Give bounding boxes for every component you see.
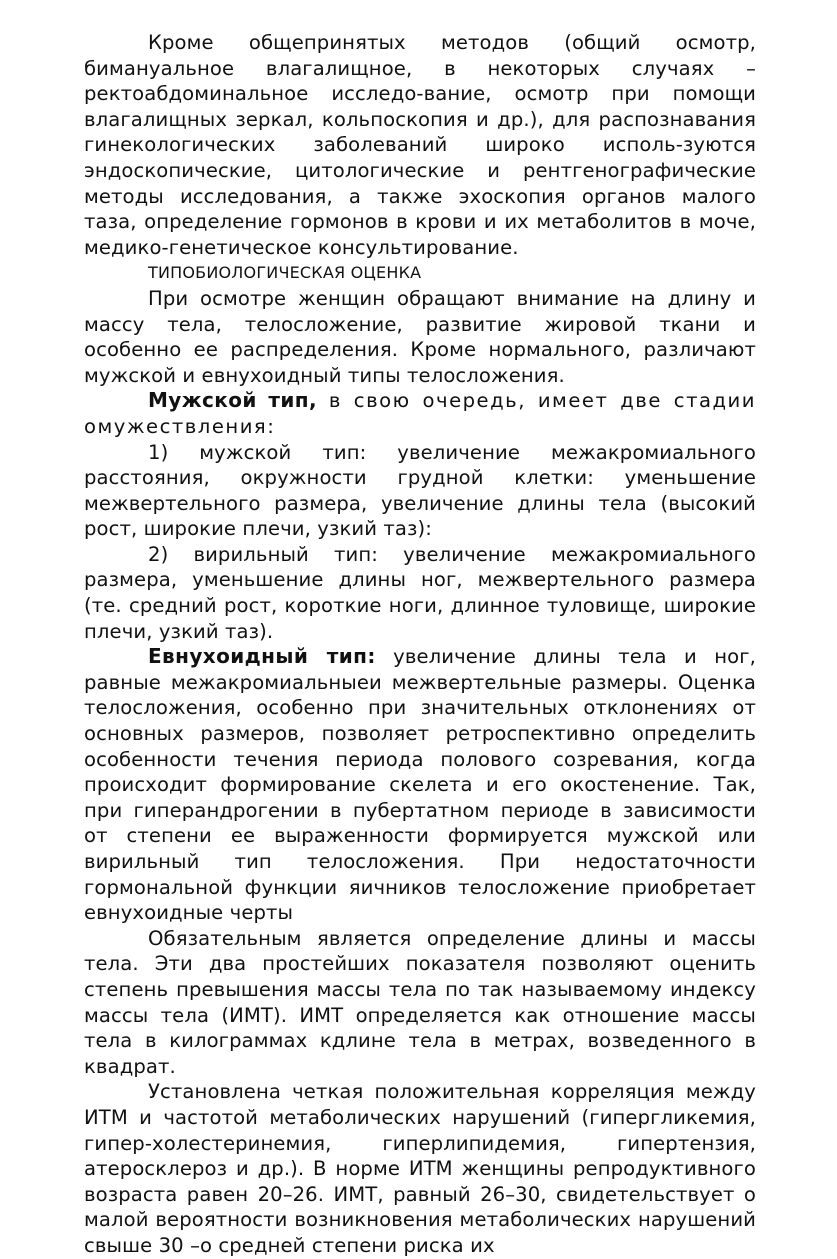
paragraph-methods: Кроме общепринятых методов (общий осмотр, бимануальное влагалищное, в некоторых случаях –ректоабдоминальное исследо-вание, осмотр при помощи влагалищных зеркал, кольпоскопия и др.), для распознавания гинекологических заболеваний широко исполь-зуются эндоскопические, цитологические и рентгенографические методы исследования, а также эхоскопия органов малого таза, определение гормонов в крови и их метаболитов в моче, медико-генетическое консультирование. <box>84 31 756 259</box>
term-male-type: Мужской тип, <box>148 388 317 413</box>
paragraph-examination: При осмотре женщин обращают внимание на длину и массу тела, телосложение, развитие жировой ткани и особенно ее распределения. Кроме нормального, различают мужской и евнухоидный типы телосложения. <box>84 286 756 387</box>
section-heading: ТИПОБИОЛОГИЧЕСКАЯ ОЦЕНКА <box>148 263 422 283</box>
list-item-male: 1) мужской тип: увеличение межакромиального расстояния, окружности грудной клетки: уменьшение межвертельного размера, увеличение длины тела (высокий рост, широкие плечи, узкий таз): <box>84 440 756 541</box>
document-page <box>84 30 756 1259</box>
paragraph-eunuchoid-type <box>84 644 756 926</box>
eunuchoid-type-text: увеличение длины тела и ног, равные межакромиальныеи межвертельные размеры. Оценка телосложения, особенно при значительных отклонениях от основных размеров, позволяет ретроспективно определить особенности течения периода полового созревания, когда происходит формирование скелета и его окостенение. Так, при гиперандрогении в пубертатном периоде в зависимости от степени ее выраженности формируется мужской или вирильный тип телосложения. При недостаточности гормональной функции яичников телосложение приобретает евнухоидные черты <box>84 645 756 925</box>
list-item-virile: 2) вирильный тип: увеличение межакромиального размера, уменьшение длины ног, межвертельного размера (те. средний рост, короткие ноги, длинное туловище, широкие плечи, узкий таз). <box>84 542 756 643</box>
male-type-text: в свою очередь, имеет две стадии омужествления: <box>84 389 756 438</box>
paragraph-male-type <box>84 388 756 439</box>
term-eunuchoid-type: Евнухоидный тип: <box>148 644 376 669</box>
paragraph-bmi: Обязательным является определение длины и массы тела. Эти два простейших показателя позволяют оценить степень превышения массы тела по так называемому индексу массы тела (ИМТ). ИМТ определяется как отношение массы тела в килограммах кдлине тела в метрах, возведенного в квадрат. <box>84 926 756 1078</box>
paragraph-correlation: Установлена четкая положительная корреляция между ИТМ и частотой метаболических нарушений (гипергликемия, гипер-холестеринемия, гиперлипидемия, гипертензия, атеросклероз и др.). В норме ИТМ женщины репродуктивного возраста равен 20–26. ИМТ, равный 26–30, свидетельствует о малой вероятности возникновения метаболических нарушений свыше 30 –о средней степени риска их <box>84 1080 756 1257</box>
